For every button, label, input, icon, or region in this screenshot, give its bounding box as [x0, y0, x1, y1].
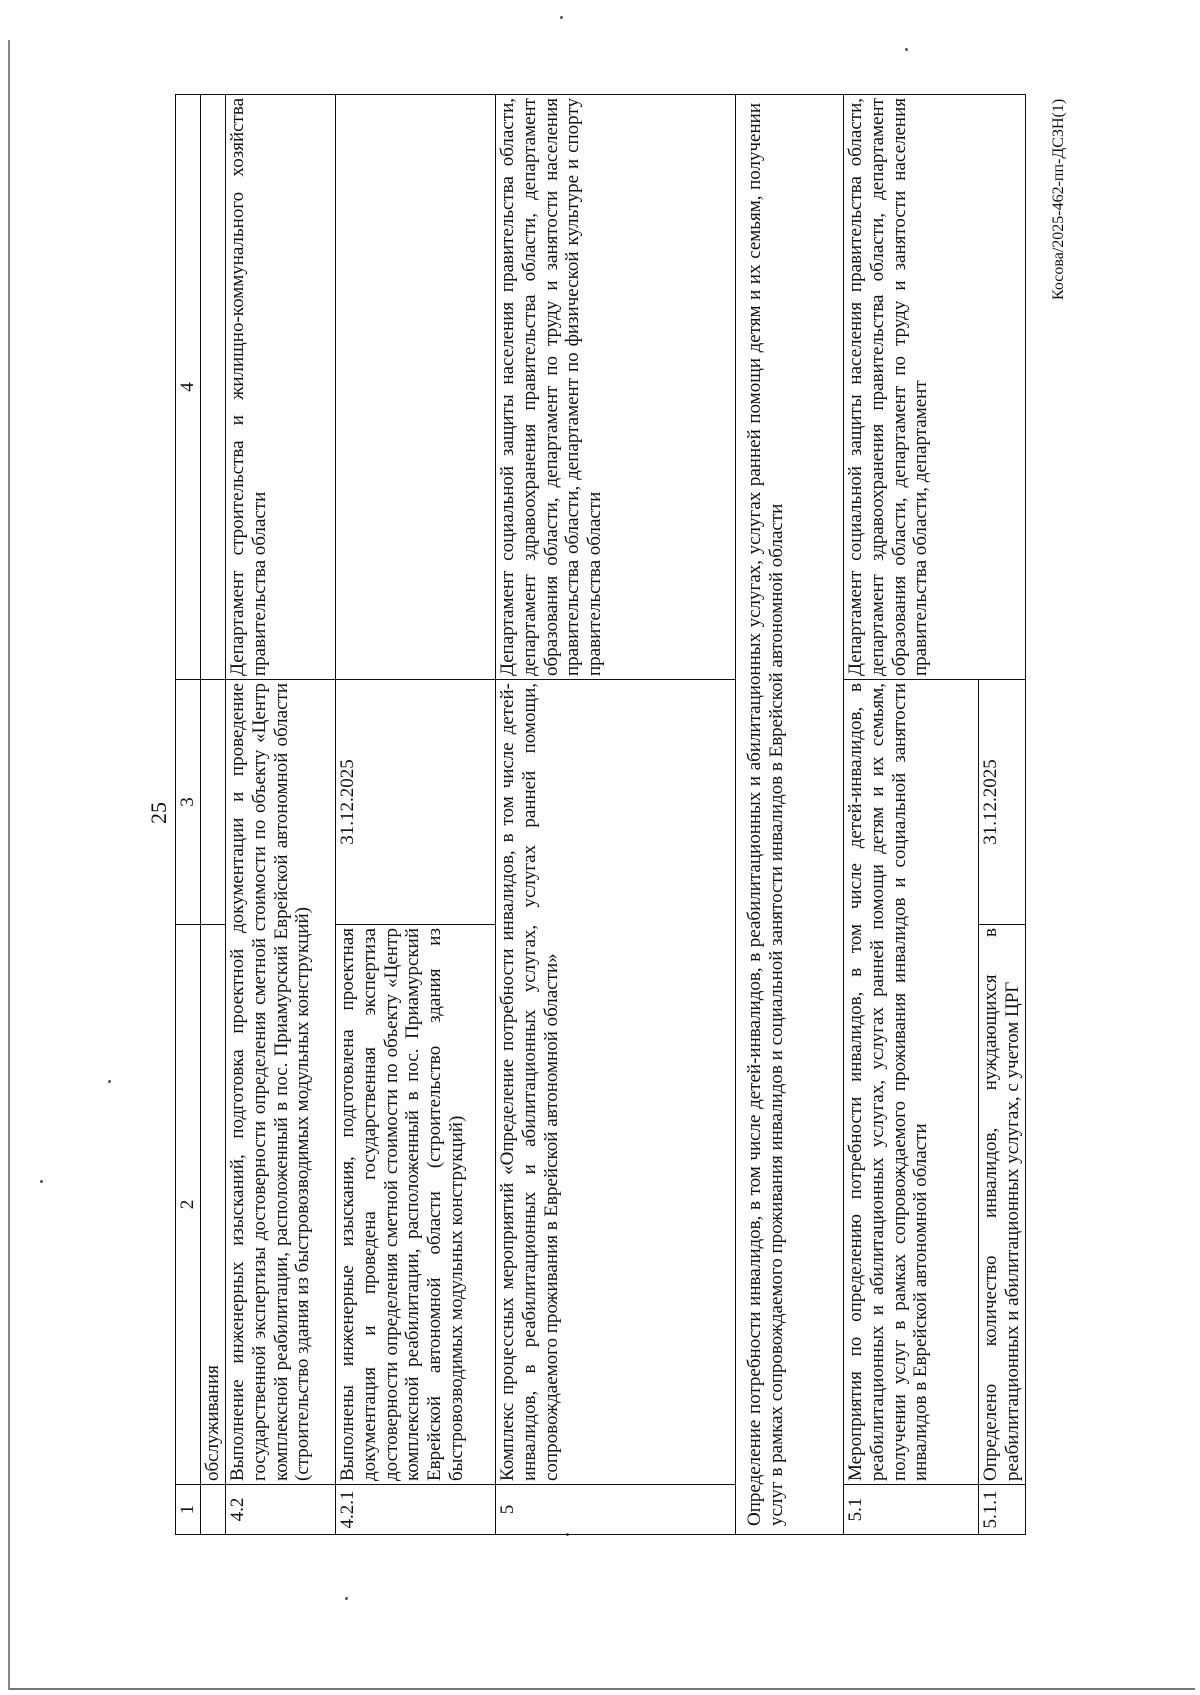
scan-speck — [905, 48, 908, 51]
row-responsible: Департамент социальной защиты населения правительства области, департамент здравоохранения правительства области, департамент образования области, департамент по труду и занятости населения правительства области, департамент по физической культуре и спорту правительства области — [495, 95, 735, 680]
section-heading: Определение потребности инвалидов, в том числе детей-инвалидов, в реабилитационных и абилитационных услугах, услугах ранней помощи детям и их семьям, получении услуг в рамках сопровождаемого проживания инвалидов и социальной занятости инвалидов в Еврейской автономной области — [735, 95, 843, 1535]
table-row — [225, 95, 335, 1535]
table-row — [843, 95, 978, 1535]
row-responsible — [201, 95, 226, 680]
row-responsible: Департамент строительства и жилищно-коммунального хозяйства правительства области — [225, 95, 335, 680]
row-text: Выполнены инженерные изыскания, подготовлена проектная документация и проведена государственная экспертиза достоверности определения сметной стоимости по объекту «Центр комплексной реабилитации, расположенный в пос. Приамурский Еврейской автономной области (строительство здания из быстровозводимых модульных конструкций) — [335, 925, 495, 1485]
row-number — [201, 1485, 226, 1535]
table-row — [495, 95, 735, 1535]
header-col-2: 2 — [176, 925, 201, 1485]
row-text: Определено количество инвалидов, нуждающихся в реабилитационных и абилитационных услугах, с учетом ЦРГ — [978, 925, 1025, 1485]
scan-border-bottom — [10, 1688, 1195, 1690]
row-number: 4.2.1 — [335, 1485, 495, 1535]
row-responsible: Департамент социальной защиты населения правительства области, департамент здравоохранения правительства области, департамент образования области, департамент по труду и занятости населения правительства области, департамент — [843, 95, 1025, 680]
row-text: обслуживания — [201, 925, 226, 1485]
scan-speck — [108, 1080, 111, 1083]
table-row — [201, 95, 226, 1535]
scan-speck — [40, 1180, 43, 1183]
document-footer-code: Косова/2025-462-пп-ДСЗН(1) — [1050, 98, 1067, 300]
header-col-1: 1 — [176, 1485, 201, 1535]
measures-table — [175, 94, 1026, 1535]
section-row — [735, 95, 843, 1535]
page-number: 25 — [146, 802, 171, 824]
row-responsible — [335, 95, 495, 680]
row-text: Выполнение инженерных изысканий, подготовка проектной документации и проведение государственной экспертизы достоверности определения сметной стоимости по объекту «Центр комплексной реабилитации, расположенный в пос. Приамурский Еврейской автономной области (строительство здания из быстровозводимых модульных конструкций) — [225, 680, 335, 1485]
row-number: 5 — [495, 1485, 735, 1535]
table-row — [335, 95, 495, 1535]
row-text: Мероприятия по определению потребности инвалидов, в том числе детей-инвалидов, в реабилитационных и абилитационных услугах, услугах ранней помощи детям и их семьям, получении услуг в рамках сопровождаемого проживания инвалидов и социальной занятости инвалидов в Еврейской автономной области — [843, 680, 978, 1485]
row-text: Комплекс процессных мероприятий «Определение потребности инвалидов, в том числе детей-инвалидов, в реабилитационных и абилитационных услугах, услугах ранней помощи, сопровождаемого проживания в Еврейской автономной области» — [495, 680, 735, 1485]
row-number: 4.2 — [225, 1485, 335, 1535]
row-date — [201, 680, 226, 925]
scan-border-left — [8, 40, 10, 1690]
header-col-3: 3 — [176, 680, 201, 925]
row-number: 5.1 — [843, 1485, 978, 1535]
row-date: 31.12.2025 — [335, 680, 495, 925]
row-number: 5.1.1 — [978, 1485, 1025, 1535]
scan-speck — [560, 16, 563, 19]
header-col-4: 4 — [176, 95, 201, 680]
measures-table-rotated — [175, 95, 1080, 1535]
row-date: 31.12.2025 — [978, 680, 1025, 925]
header-row — [176, 95, 201, 1535]
scan-speck — [345, 1597, 348, 1600]
